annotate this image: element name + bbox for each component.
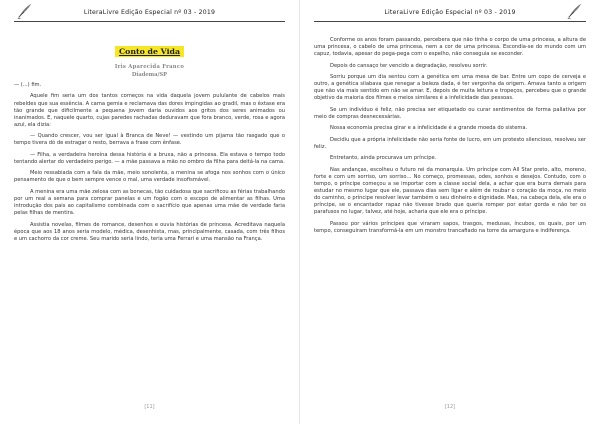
page-header — [14, 0, 285, 24]
paragraph: A menina era uma mãe zelosa com as bonecas, tão cuidadosa que sacrificou as férias trabalhando por um real a semana para comprar panelas e um fogão com o escopo de alimentar as filhas. Uma introdução dos pais ao capitalismo combinada com o sacrifício que apenas uma mãe de verdade faria pelas filhas de mentira. — [14, 188, 285, 217]
paragraph: Passou por vários príncipes que viraram sapos, trasgos, medusas, íncubos, os quais, por um tempo, conseguiram transformá-la em um monstro trancafiado na torre da amargura e indiferença. — [314, 220, 586, 234]
header-title: LiteraLivre Edição Especial nº 03 - 2019 — [83, 9, 216, 16]
page-number: [12] — [444, 404, 456, 410]
page-number: [11] — [144, 404, 155, 410]
quill-icon — [566, 2, 584, 20]
header-title: LiteraLivre Edição Especial nº 03 - 2019 — [384, 9, 516, 16]
paragraph: — (...) fim. — [14, 82, 42, 88]
header-divider — [314, 21, 586, 22]
page-header — [314, 0, 586, 24]
paragraph: Aquele fim seria um dos tantos começos na vida daquela jovem pululante de cabelos mais rebeldes que sua essência. A cama gemia e reclamava das dores impingidas ao gradil, mas o êxtase era tão grande que dificilmente a pequena jovem daria ouvidos aos gritos dos seres animados ou inanimados. E, naquele quarto, cujas paredes rachadas deduravam que fora branco, verde, rosa e agora azul, ela dizia: — [14, 93, 285, 128]
author-name: Iris Aparecida Franco — [114, 64, 185, 70]
story-title: Conto de Vida — [115, 46, 184, 57]
paragraph: Decidiu que a própria infelicidade não seria fonte de lucro, em um protesto silencioso, resolveu ser feliz. — [314, 136, 586, 150]
paragraph: — Filha, a verdadeira heroína dessa história é a bruxa, não a princesa. Ela estava o tempo todo tentando alertar do verdadeiro perigo. — a mãe passava a mão no ombro da filha para deitá-la na cama. — [14, 151, 285, 165]
story-title-box — [14, 39, 285, 58]
quill-icon — [16, 2, 34, 20]
right-page — [300, 0, 600, 424]
paragraph: Se um indivíduo é feliz, não precisa ser etiquetado ou curar sentimentos de forma paliativa por meio de compras desnecessárias. — [314, 106, 586, 120]
author-place: Diadema/SP — [131, 72, 168, 78]
paragraph: Meio ressabiada com a fala da mãe, meio sonolenta, a menina se afoga nos sonhos com o único pensamento de que o bem sempre vence o mal, uma verdade insofismável. — [14, 170, 285, 184]
paragraph: Depois do cansaço ter vencido a degradação, resolveu sorrir. — [330, 62, 488, 69]
paragraph: Nossa economia precisa girar e a infelicidade é a grande moeda do sistema. — [330, 125, 528, 132]
paragraph: — Quando crescer, vou ser igual à Branca de Neve! — vestindo um pijama tão rasgado que o tempo tivera dó de estragar o resto, berrava a frase com ênfase. — [14, 133, 285, 147]
paragraph: Assistia novelas, filmes de romance, desenhos e ouvia histórias de princesa. Acreditava naquela época que aos 18 anos seria modelo, médica, desenhista, mas, principalmente, casada, com três filhos e um cachorro da cor creme. Seu marido seria lindo, teria uma Ferrari e uma mansão na França. — [14, 221, 285, 242]
header-divider — [14, 21, 285, 22]
paragraph: Entretanto, ainda procurava um príncipe. — [330, 155, 437, 162]
left-body-text — [14, 82, 285, 243]
paragraph: Nas andanças, escolheu o futuro rei da monarquia. Um príncipe com All Star preto, alto, moreno, forte e com um sorriso, um sorriso... No começo, promessas, odes, sonhos e desejos. Contudo, com o tempo, o príncipe começou a se importar com a classe social dela, a achar que era burra demais para estudar no mesmo lugar que ele, passava dias sem ligar e além de roubar o coração da moça, no meio do caminho, o príncipe resolver levar também o seu dinheiro e dignidade. Mas, na cabeça dela, ele era o príncipe, se o encantador rapaz não tivesse brado que queria romper por estar gorda e não ter os parafusos no lugar, talvez, até hoje, acharia que ele era o príncipe. — [314, 166, 586, 216]
paragraph: Conforme os anos foram passando, percebera que não tinha o corpo de uma princesa, a altura de uma princesa, o cabelo de uma princesa, nem a cor de uma princesa. Escondia-se do mundo com um capuz, todavia, apesar do pega-pega com o espelho, não conseguia se esconder. — [314, 37, 586, 58]
right-body-text — [314, 37, 586, 235]
paragraph: Sorriu porque um dia sentou com a genética em uma mesa de bar. Entre um copo de cerveja e outro, a genética silabava que renegar a beleza dada, é ter vergonha da origem. Amava tanto a origem que não via mais sentido em não se amar. E, depois de muita leitura e tropeços, percebeu que o grande objetivo da maioria dos filmes e meios similares é a infelicidade das pessoas. — [314, 74, 586, 102]
